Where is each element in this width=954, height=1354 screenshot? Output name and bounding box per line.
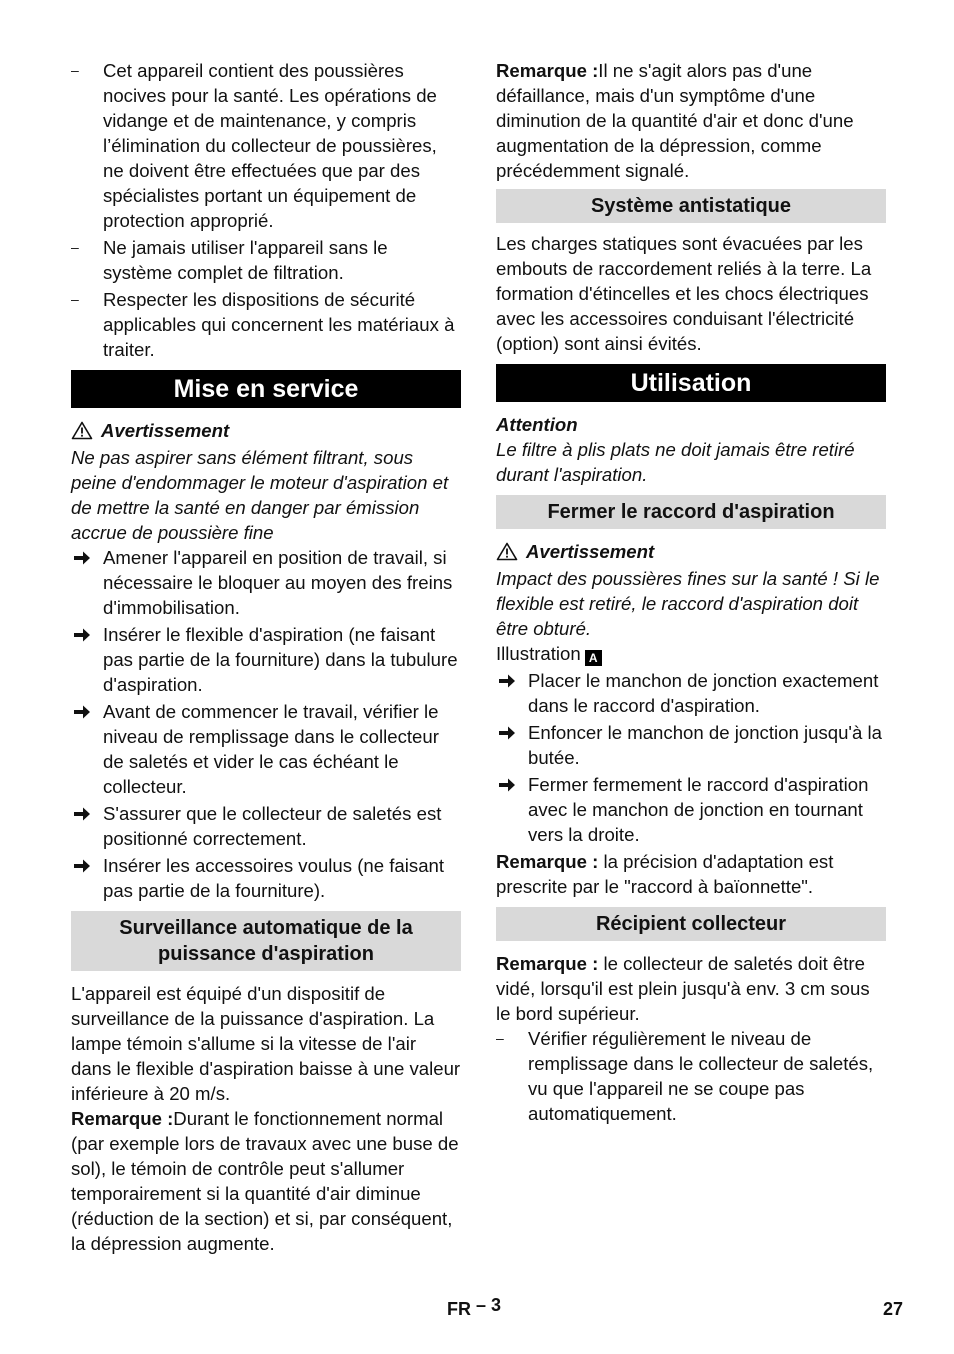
section-heading-antistatique: Système antistatique bbox=[496, 189, 886, 223]
attention-label: Attention bbox=[496, 414, 578, 435]
warning-heading bbox=[71, 418, 461, 443]
arrow-right-icon bbox=[498, 725, 516, 741]
footer-language bbox=[447, 1297, 501, 1322]
list-item bbox=[496, 1026, 886, 1126]
dash-bullet: – bbox=[71, 291, 79, 307]
section-heading-recipient: Récipient collecteur bbox=[496, 907, 886, 941]
arrow-right-icon bbox=[73, 550, 91, 566]
illustration-label: Illustration bbox=[496, 643, 581, 664]
step-text: Insérer les accessoires voulus (ne faisant pas partie de la fourniture). bbox=[103, 855, 445, 901]
illustration-badge: A bbox=[585, 650, 602, 666]
remark-text: la précision d'adaptation est prescrite par le "raccord à baïonnette". bbox=[496, 851, 834, 897]
surveillance-text: L'appareil est équipé d'un dispositif de surveillance de la puissance d'aspiration. La lampe témoin s'allume si la vitesse de l'air dans le flexible d'aspiration baisse à une valeur inférieure à 20 m/s. bbox=[71, 983, 461, 1104]
list-item bbox=[496, 720, 886, 770]
list-item-text: Cet appareil contient des poussières nocives pour la santé. Les opérations de vidange et de maintenance, y compris l’élimination du collecteur de poussières, ne doivent être effectuées que par des spécialistes portant un équipement de protection approprié. bbox=[103, 60, 437, 231]
list-item bbox=[71, 801, 461, 851]
remark-text: le collecteur de saletés doit être vidé, lorsqu'il est plein jusqu'à env. 3 cm sous le bord supérieur. bbox=[496, 953, 870, 1024]
dash-bullet: – bbox=[496, 1030, 504, 1046]
remark-label: Remarque : bbox=[496, 953, 599, 974]
remark-label: Remarque : bbox=[496, 851, 599, 872]
step-text: Amener l'appareil en position de travail, si nécessaire le bloquer au moyen des freins d'immobilisation. bbox=[103, 547, 453, 618]
warning-triangle-icon bbox=[71, 421, 93, 440]
antistatique-text: Les charges statiques sont évacuées par les embouts de raccordement reliés à la terre. La formation d'étincelles et les chocs électriques avec les accessoires conduisant l'électricité (option) sont ainsi évités. bbox=[496, 233, 872, 354]
footer-section-number: – 3 bbox=[476, 1295, 502, 1315]
list-item bbox=[71, 622, 461, 697]
section-heading-mise-en-service: Mise en service bbox=[71, 370, 461, 408]
warning-label: Avertissement bbox=[101, 420, 230, 441]
list-item bbox=[71, 545, 461, 620]
step-text: S'assurer que le collecteur de saletés est positionné correctement. bbox=[103, 803, 442, 849]
dash-bullet: – bbox=[71, 62, 79, 78]
right-column bbox=[496, 58, 886, 1126]
arrow-right-icon bbox=[73, 704, 91, 720]
arrow-right-icon bbox=[73, 806, 91, 822]
section-heading-utilisation: Utilisation bbox=[496, 364, 886, 402]
arrow-right-icon bbox=[498, 777, 516, 793]
list-item bbox=[496, 772, 886, 847]
list-item bbox=[71, 235, 461, 285]
illustration-reference bbox=[496, 641, 886, 666]
remark-label: Remarque : bbox=[71, 1108, 174, 1129]
step-text: Fermer fermement le raccord d'aspiration avec le manchon de jonction en tournant vers la droite. bbox=[528, 774, 869, 845]
list-item bbox=[71, 853, 461, 903]
section-heading-fermer-raccord: Fermer le raccord d'aspiration bbox=[496, 495, 886, 529]
attention-text: Le filtre à plis plats ne doit jamais être retiré durant l'aspiration. bbox=[496, 439, 855, 485]
list-item bbox=[496, 668, 886, 718]
warning-heading bbox=[496, 539, 886, 564]
dash-bullet: – bbox=[71, 239, 79, 255]
list-item-text: Ne jamais utiliser l'appareil sans le système complet de filtration. bbox=[103, 237, 388, 283]
list-item bbox=[71, 699, 461, 799]
warning-label: Avertissement bbox=[526, 541, 655, 562]
step-text: Enfoncer le manchon de jonction jusqu'à la butée. bbox=[528, 722, 882, 768]
step-text: Avant de commencer le travail, vérifier le niveau de remplissage dans le collecteur de saletés et vider le cas échéant le collecteur. bbox=[103, 701, 439, 797]
remark-paragraph bbox=[496, 58, 886, 183]
surveillance-remark bbox=[71, 1106, 461, 1256]
section-heading-surveillance: Surveillance automatique de la puissance d'aspiration bbox=[71, 911, 461, 971]
list-item-text: Vérifier régulièrement le niveau de remplissage dans le collecteur de saletés, vu que l'appareil ne se coupe pas automatiquement. bbox=[528, 1028, 874, 1124]
remark-text: Durant le fonctionnement normal (par exemple lors de travaux avec une buse de sol), le témoin de contrôle peut s'allumer temporairement si la quantité d'air diminue (réduction de la section) et si, par conséquent, la dépression augmente. bbox=[71, 1108, 459, 1254]
recipient-remark bbox=[496, 951, 886, 1026]
warning-triangle-icon bbox=[496, 542, 518, 561]
step-text: Placer le manchon de jonction exactement dans le raccord d'aspiration. bbox=[528, 670, 879, 716]
arrow-right-icon bbox=[73, 858, 91, 874]
warning-text: Impact des poussières fines sur la santé ! Si le flexible est retiré, le raccord d'aspiration doit être obturé. bbox=[496, 568, 880, 639]
fermer-remark bbox=[496, 849, 886, 899]
arrow-right-icon bbox=[498, 673, 516, 689]
remark-text: Il ne s'agit alors pas d'une défaillance, mais d'un symptôme d'une diminution de la quantité d'air et donc d'une augmentation de la dépression, comme précédemment signalé. bbox=[496, 60, 854, 181]
arrow-right-icon bbox=[73, 627, 91, 643]
list-item bbox=[71, 287, 461, 362]
left-column bbox=[71, 58, 461, 1256]
page-number: 27 bbox=[883, 1299, 904, 1319]
footer-lang-code: FR bbox=[447, 1299, 471, 1319]
list-item bbox=[71, 58, 461, 233]
warning-text: Ne pas aspirer sans élément filtrant, sous peine d'endommager le moteur d'aspiration et de mettre la santé en danger par émission accrue de poussière fine bbox=[71, 447, 449, 543]
list-item-text: Respecter les dispositions de sécurité applicables qui concernent les matériaux à traiter. bbox=[103, 289, 455, 360]
step-text: Insérer le flexible d'aspiration (ne faisant pas partie de la fourniture) dans la tubulure d'aspiration. bbox=[103, 624, 458, 695]
remark-label: Remarque : bbox=[496, 60, 599, 81]
